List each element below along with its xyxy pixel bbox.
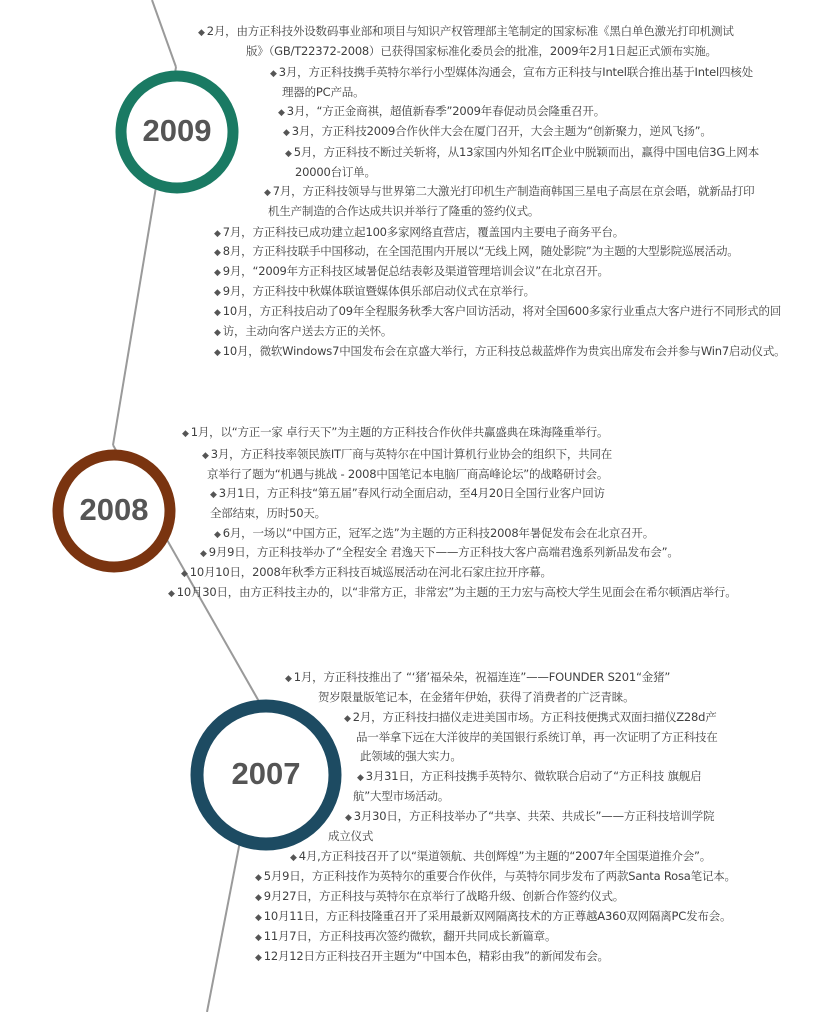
event-text: 11月7日，方正科技再次签约微软，翻开共同成长新篇章。 <box>263 929 557 943</box>
event-line-2007 <box>357 767 701 788</box>
event-line-2008 <box>200 543 679 564</box>
diamond-bullet-icon: ◆ <box>214 308 221 318</box>
event-text: 10月，方正科技启动了09年全程服务秋季大客户回访活动，将对全国600多家行业重点大客户进行不同形式的回 <box>222 304 782 318</box>
diamond-bullet-icon: ◆ <box>278 108 285 118</box>
event-line-2009 <box>198 22 734 43</box>
diamond-bullet-icon: ◆ <box>214 328 221 338</box>
event-text: 全部结束，历时50天。 <box>210 506 326 520</box>
year-label-2007: 2007 <box>231 756 301 791</box>
event-text: 9月27日，方正科技与英特尔在京举行了战略升级、创新合作签约仪式。 <box>263 889 625 903</box>
event-line-2007 <box>255 887 624 908</box>
event-text: 10月10日，2008年秋季方正科技百城巡展活动在河北石家庄拉开序幕。 <box>189 565 552 579</box>
event-line-2007 <box>255 907 731 928</box>
timeline-connector-line <box>152 0 176 67</box>
event-line-2007 <box>328 827 373 846</box>
event-line-2008 <box>182 423 608 444</box>
event-text: 10月30日，由方正科技主办的，以“非常方正，非常宏”为主题的王力宏与高校大学生见面会在希尔顿酒店举行。 <box>176 585 737 599</box>
event-line-2009 <box>264 182 754 203</box>
event-text: 机生产制造的合作达成共识并举行了隆重的签约仪式。 <box>268 204 540 218</box>
event-line-2009 <box>214 242 739 263</box>
event-line-2009 <box>285 143 759 164</box>
diamond-bullet-icon: ◆ <box>214 248 221 258</box>
event-line-2009 <box>283 122 712 143</box>
diamond-bullet-icon: ◆ <box>255 873 262 883</box>
event-line-2009 <box>214 223 624 244</box>
diamond-bullet-icon: ◆ <box>202 451 209 461</box>
event-text: 理器的PC产品。 <box>282 85 365 99</box>
diamond-bullet-icon: ◆ <box>345 813 352 823</box>
event-line-2009 <box>214 282 535 303</box>
diamond-bullet-icon: ◆ <box>264 188 271 198</box>
diamond-bullet-icon: ◆ <box>198 28 205 38</box>
event-text: 3月，方正科技2009合作伙伴大会在厦门召开，大会主题为“创新聚力，逆风飞扬”。 <box>291 124 712 138</box>
year-label-2008: 2008 <box>79 492 149 527</box>
event-text: 9月，方正科技中秋媒体联谊暨媒体俱乐部启动仪式在京举行。 <box>222 284 535 298</box>
event-line-2007 <box>356 728 718 747</box>
event-line-2007 <box>255 867 736 888</box>
diamond-bullet-icon: ◆ <box>270 69 277 79</box>
event-line-2007 <box>344 708 717 729</box>
event-text: 航”大型市场活动。 <box>353 789 450 803</box>
event-text: 贺岁限量版笔记本，在金猪年伊始，获得了消费者的广泛青睐。 <box>318 690 635 704</box>
event-line-2009 <box>268 202 539 221</box>
event-text: 2月，由方正科技外设数码事业部和项目与知识产权管理部主笔制定的国家标准《黑白单色激光打印机测试 <box>206 24 734 38</box>
event-text: 5月9日，方正科技作为英特尔的重要合作伙伴，与英特尔同步发布了两款Santa Rosa笔记本。 <box>263 869 736 883</box>
diamond-bullet-icon: ◆ <box>210 490 217 500</box>
event-text: 3月30日，方正科技举办了“共享、共荣、共成长”——方正科技培训学院 <box>353 809 715 823</box>
event-line-2009 <box>246 42 717 61</box>
diamond-bullet-icon: ◆ <box>283 128 290 138</box>
event-line-2007 <box>285 668 670 689</box>
event-line-2007 <box>318 688 634 707</box>
event-line-2008 <box>207 465 608 484</box>
event-text: 3月1日，方正科技“第五届”春风行动全面启动，至4月20日全国行业客户回访 <box>218 486 605 500</box>
event-line-2008 <box>181 563 552 584</box>
diamond-bullet-icon: ◆ <box>168 589 175 599</box>
diamond-bullet-icon: ◆ <box>255 933 262 943</box>
diamond-bullet-icon: ◆ <box>200 549 207 559</box>
diamond-bullet-icon: ◆ <box>255 953 262 963</box>
event-text: 3月，“方正金商祺，超值新春季”2009年春促动员会隆重召开。 <box>286 104 606 118</box>
event-line-2007 <box>290 847 711 868</box>
event-text: 10月，微软Windows7中国发布会在京盛大举行，方正科技总裁蓝烨作为贵宾出席发布会并参与Win7启动仪式。 <box>222 344 786 358</box>
event-text: 3月，方正科技携手英特尔举行小型媒体沟通会，宣布方正科技与Intel联合推出基于Intel四核处 <box>278 65 753 79</box>
event-line-2009 <box>270 63 753 84</box>
event-line-2009 <box>295 163 376 182</box>
event-text: 访，主动向客户送去方正的关怀。 <box>222 324 393 338</box>
event-text: 此领域的强大实力。 <box>360 749 462 763</box>
event-text: 1月，以“方正一家 卓行天下”为主题的方正科技合作伙伴共赢盛典在珠海隆重举行。 <box>190 425 609 439</box>
event-text: 品一举拿下远在大洋彼岸的美国银行系统订单，再一次证明了方正科技在 <box>356 730 718 744</box>
event-text: 1月，方正科技推出了 “‘猪’福朵朵，祝福连连”——FOUNDER S201“金猪” <box>293 670 671 684</box>
event-line-2007 <box>353 787 449 806</box>
event-line-2009 <box>282 83 364 102</box>
diamond-bullet-icon: ◆ <box>214 348 221 358</box>
event-text: 3月31日，方正科技携手英特尔、微软联合启动了“方正科技 旗舰启 <box>365 769 702 783</box>
year-label-2009: 2009 <box>142 113 212 148</box>
event-text: 4月,方正科技召开了以“渠道领航、共创辉煌”为主题的“2007年全国渠道推介会”。 <box>298 849 712 863</box>
event-text: 2月，方正科技扫描仪走进美国市场。方正科技便携式双面扫描仪Z28d产 <box>352 710 717 724</box>
event-text: 9月9日，方正科技举办了“全程安全 君逸天下——方正科技大客户高端君逸系列新品发布会”。 <box>208 545 679 559</box>
event-line-2009 <box>214 342 785 363</box>
event-line-2007 <box>255 927 556 948</box>
event-text: 10月11日，方正科技隆重召开了采用最新双网隔离技术的方正尊越A360双网隔离PC发布会。 <box>263 909 732 923</box>
event-text: 7月，方正科技领导与世界第二大激光打印机生产制造商韩国三星电子高层在京会晤，就新品打印 <box>272 184 755 198</box>
event-line-2007 <box>345 807 714 828</box>
event-text: 12月12日方正科技召开主题为“中国本色，精彩由我”的新闻发布会。 <box>263 949 609 963</box>
event-text: 20000台订单。 <box>295 165 376 179</box>
event-line-2007 <box>255 947 609 968</box>
event-text: 9月，“2009年方正科技区域暑促总结表彰及渠道管理培训会议”在北京召开。 <box>222 264 609 278</box>
diamond-bullet-icon: ◆ <box>357 773 364 783</box>
diamond-bullet-icon: ◆ <box>285 149 292 159</box>
diamond-bullet-icon: ◆ <box>255 893 262 903</box>
event-line-2008 <box>202 445 612 466</box>
event-line-2009 <box>214 302 781 323</box>
diamond-bullet-icon: ◆ <box>285 674 292 684</box>
diamond-bullet-icon: ◆ <box>214 288 221 298</box>
event-text: 京举行了题为“机遇与挑战 - 2008中国笔记本电脑厂商高峰论坛”的战略研讨会。 <box>207 467 609 481</box>
event-line-2008 <box>210 504 326 523</box>
diamond-bullet-icon: ◆ <box>214 229 221 239</box>
diamond-bullet-icon: ◆ <box>181 569 188 579</box>
event-line-2008 <box>214 524 654 545</box>
event-text: 6月，一场以“中国方正，冠军之选”为主题的方正科技2008年暑促发布会在北京召开。 <box>222 526 655 540</box>
event-text: 7月，方正科技已成功建立起100多家网络直营店，覆盖国内主要电子商务平台。 <box>222 225 625 239</box>
diamond-bullet-icon: ◆ <box>214 268 221 278</box>
event-line-2008 <box>168 583 737 604</box>
event-line-2009 <box>214 262 609 283</box>
diamond-bullet-icon: ◆ <box>182 429 189 439</box>
diamond-bullet-icon: ◆ <box>344 714 351 724</box>
event-line-2009 <box>278 102 605 123</box>
diamond-bullet-icon: ◆ <box>214 530 221 540</box>
event-text: 版》（GB/T22372-2008）已获得国家标准化委员会的批准，2009年2月1日起正式颁布实施。 <box>246 44 717 58</box>
event-line-2008 <box>210 484 605 505</box>
event-text: 5月，方正科技不断过关斩将，从13家国内外知名IT企业中脱颖而出，赢得中国电信3G上网本 <box>293 145 760 159</box>
event-text: 3月，方正科技率领民族IT厂商与英特尔在中国计算机行业协会的组织下，共同在 <box>210 447 613 461</box>
event-line-2009 <box>214 322 392 343</box>
event-text: 成立仪式 <box>328 829 374 843</box>
diamond-bullet-icon: ◆ <box>255 913 262 923</box>
diamond-bullet-icon: ◆ <box>290 853 297 863</box>
event-line-2007 <box>360 747 462 766</box>
event-text: 8月，方正科技联手中国移动，在全国范围内开展以“无线上网，随处影院”为主题的大型影院巡展活动。 <box>222 244 739 258</box>
